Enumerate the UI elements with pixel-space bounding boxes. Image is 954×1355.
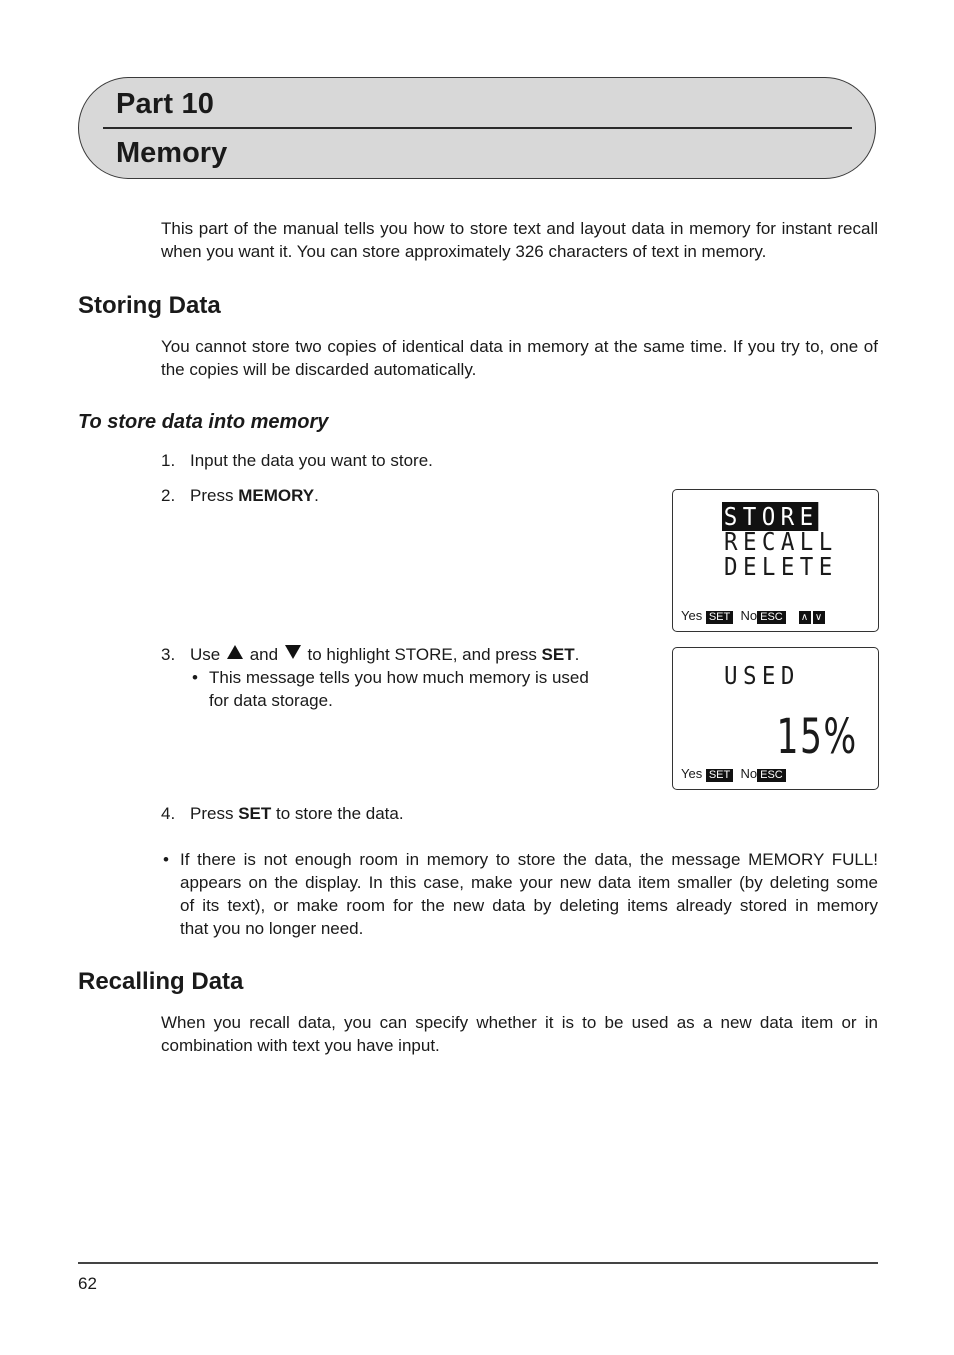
lcd-footer: Yes SET No ESC ∧ ∨ [681,609,825,624]
down-arrow-icon [285,645,301,659]
memory-full-note [161,848,878,943]
up-arrow-icon [227,645,243,659]
set-key-label: SET [238,804,272,823]
step-text: Press SET to store the data. [190,804,404,823]
note-line: of its text), or make room for the new data by deleting items already stored in memory [180,896,878,915]
storing-data-heading: Storing Data [78,292,221,319]
step-number: 4. [161,804,176,823]
step-number: 2. [161,486,176,505]
step-text: Use and to highlight STORE, and press SET. [190,645,580,664]
recalling-data-paragraph: When you recall data, you can specify whether it is to be used as a new data item or in combination with text you have input. [161,1013,878,1055]
note-line: appears on the display. In this case, make your new data item smaller (by deleting some [180,873,878,892]
intro-paragraph: This part of the manual tells you how to store text and layout data in memory for instant recall when you want it. You can store approximately 326 characters of text in memory. [161,219,878,261]
step-number: 3. [161,645,176,664]
step-text: Press MEMORY. [190,486,319,505]
lcd-used-percentage: 15% [776,709,858,765]
lcd-line-recall: RECALL [724,527,838,556]
chapter-title: Memory [116,137,228,169]
esc-key-icon: ESC [757,611,786,624]
bullet-text-line: This message tells you how much memory is used [209,668,589,687]
step-1 [161,449,641,472]
set-key-label: SET [541,645,575,664]
lcd-display-used [672,647,879,790]
storing-data-paragraph: You cannot store two copies of identical data in memory at the same time. If you try to, one of the copies will be discarded automatically. [161,337,878,379]
lcd-line-store: STORE [723,502,819,531]
step-text: Input the data you want to store. [190,451,433,470]
set-key-icon: SET [706,611,733,624]
bullet-text-line: for data storage. [209,691,333,710]
step-number: 1. [161,451,176,470]
lcd-line-used: USED [724,661,800,690]
recalling-data-heading: Recalling Data [78,968,244,995]
step-2 [161,484,641,507]
lcd-line-delete: DELETE [724,552,838,581]
lcd-footer: Yes SET No ESC [681,767,786,782]
note-line: If there is not enough room in memory to store the data, the message MEMORY FULL! [180,850,878,869]
store-procedure-heading: To store data into memory [78,411,329,433]
lcd-display-menu [672,489,879,632]
note-line: that you no longer need. [180,919,364,938]
footer-divider [78,1262,878,1264]
down-arrow-icon: ∨ [813,611,825,624]
step-3 [161,643,641,713]
chapter-part-label: Part 10 [116,88,215,120]
banner-divider [103,127,852,129]
memory-key-label: MEMORY [238,486,315,505]
esc-key-icon: ESC [757,769,786,782]
set-key-icon: SET [706,769,733,782]
page-number: 62 [78,1274,97,1293]
bullet-icon: • [192,668,198,687]
bullet-icon: • [163,850,169,869]
step-4 [161,802,641,825]
up-arrow-icon: ∧ [799,611,811,624]
